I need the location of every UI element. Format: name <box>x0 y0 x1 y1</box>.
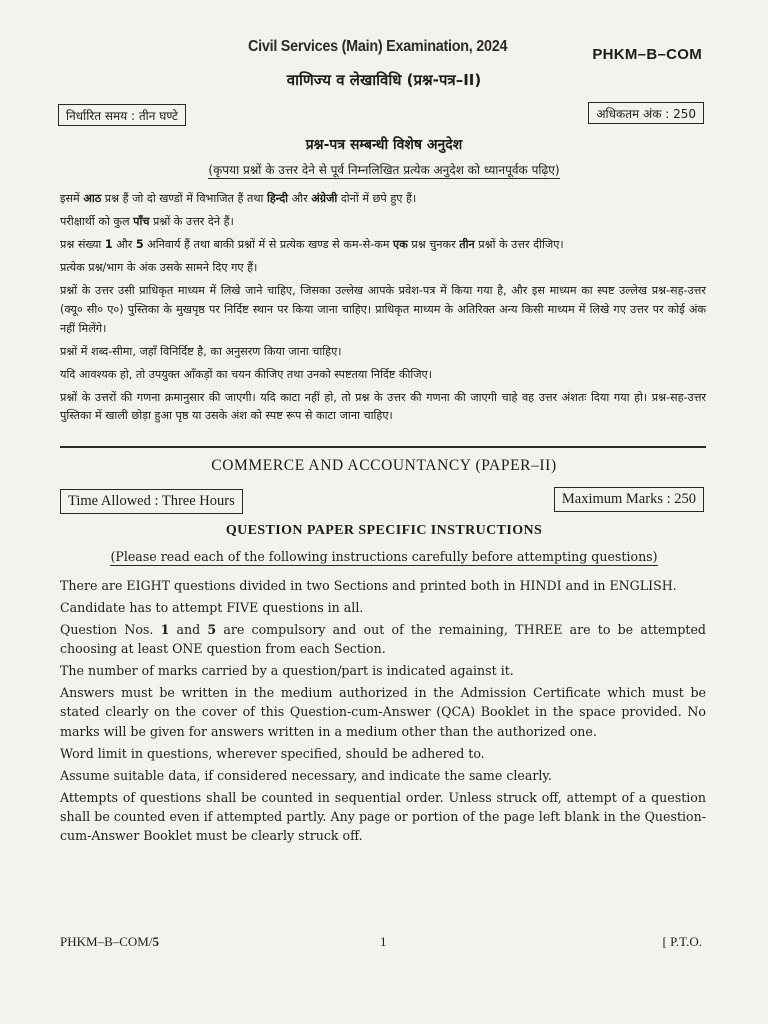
english-instruction: Attempts of questions shall be counted in sequential order. Unless struck off, attempt of a question shall be counted even if attempted partly. Any page or portion of the page left blank in the Question-cum-Answer Booklet must be clearly struck off. <box>60 789 706 844</box>
english-time-allowed-box: Time Allowed : Three Hours <box>60 489 243 514</box>
exam-title: Civil Services (Main) Examination, 2024 <box>248 38 508 55</box>
english-subject-title: COMMERCE AND ACCOUNTANCY (PAPER–II) <box>211 457 557 474</box>
english-max-marks-box: Maximum Marks : 250 <box>554 487 704 512</box>
english-instruction: Answers must be written in the medium authorized in the Admission Certificate which must be stated clearly on the cover of this Question-cum-Answer (QCA) Booklet in the space provided. No marks will be given for answers written in a medium other than the authorized one. <box>60 685 706 739</box>
hindi-instruction: प्रश्नों के उत्तर उसी प्राधिकृत माध्यम में लिखे जाने चाहिए, जिसका उल्लेख आपके प्रवेश-पत्र में किया गया है, और इस माध्यम का स्पष्ट उल्लेख प्रश्न-सह-उत्तर (क्यू० सी० ए०) पुस्तिका के मुखपृष्ठ पर निर्दिष्ट स्थान पर किया जाना चाहिए। प्राधिकृत माध्यम के अतिरिक्त अन्य किसी माध्यम में लिखे गए उत्तर पर कोई अंक नहीं मिलेंगे। <box>60 284 706 335</box>
hindi-instruction: यदि आवश्यक हो, तो उपयुक्त आँकड़ों का चयन कीजिए तथा उनको स्पष्टतया निर्दिष्ट कीजिए। <box>60 367 432 381</box>
hindi-instructions-list <box>60 190 706 431</box>
hindi-instruction: प्रश्न संख्या 1 और 5 अनिवार्य हैं तथा बाकी प्रश्नों में से प्रत्येक खण्ड से कम-से-कम एक प्रश्न चुनकर तीन प्रश्नों के उत्तर दीजिए। <box>60 238 564 252</box>
english-instruction: Word limit in questions, wherever specified, should be adhered to. <box>60 745 485 761</box>
hindi-instructions-heading: प्रश्न-पत्र सम्बन्धी विशेष अनुदेश <box>305 137 463 153</box>
hindi-subject-title: वाणिज्य व लेखाविधि (प्रश्न-पत्र–II) <box>286 71 482 89</box>
hindi-time-allowed-box: निर्धारित समय : तीन घण्टे <box>58 104 186 126</box>
hindi-instructions-subheading: (कृपया प्रश्नों के उत्तर देने से पूर्व निम्नलिखित प्रत्येक अनुदेश को ध्यानपूर्वक पढ़िए) <box>208 163 560 177</box>
hindi-instruction: प्रश्नों के उत्तरों की गणना क्रमानुसार की जाएगी। यदि काटा नहीं हो, तो प्रश्न के उत्तर की गणना की जाएगी चाहे वह उत्तर अंशतः दिया गया हो। प्रश्न-सह-उत्तर पुस्तिका में खाली छोड़ा हुआ पृष्ठ या उसके अंश को स्पष्ट रूप से काटा जाना चाहिए। <box>60 390 706 423</box>
hindi-instruction: प्रश्नों में शब्द-सीमा, जहाँ विनिर्दिष्ट है, का अनुसरण किया जाना चाहिए। <box>60 344 342 358</box>
footer-pto: [ P.T.O. <box>662 934 702 949</box>
paper-code: PHKM–B–COM <box>592 46 702 63</box>
english-instruction: Assume suitable data, if considered necessary, and indicate the same clearly. <box>60 767 552 783</box>
hindi-instruction: प्रत्येक प्रश्न/भाग के अंक उसके सामने दिए गए हैं। <box>60 261 258 275</box>
hindi-instruction: इसमें आठ प्रश्न हैं जो दो खण्डों में विभाजित हैं तथा हिन्दी और अंग्रेजी दोनों में छपे हुए हैं। <box>60 192 417 205</box>
footer-paper-code: PHKM–B–COM/5 <box>60 934 159 949</box>
english-instruction: The number of marks carried by a question/part is indicated against it. <box>60 663 514 679</box>
english-instruction: Question Nos. 1 and 5 are compulsory and out of the remaining, THREE are to be attempted choosing at least ONE question from each Section. <box>60 622 706 657</box>
english-instructions-heading: QUESTION PAPER SPECIFIC INSTRUCTIONS <box>225 523 543 538</box>
footer-page-number: 1 <box>380 934 387 949</box>
english-instructions-subheading: (Please read each of the following instructions carefully before attempting questions) <box>110 549 658 564</box>
english-instruction: Candidate has to attempt FIVE questions in all. <box>60 600 364 615</box>
section-divider <box>60 446 706 448</box>
hindi-instruction: परीक्षार्थी को कुल पाँच प्रश्नों के उत्तर देने हैं। <box>60 215 234 229</box>
hindi-max-marks-box: अधिकतम अंक : 250 <box>588 102 704 124</box>
english-instructions-list <box>60 576 706 848</box>
english-instruction: There are EIGHT questions divided in two Sections and printed both in HINDI and in ENGLISH. <box>60 578 677 593</box>
